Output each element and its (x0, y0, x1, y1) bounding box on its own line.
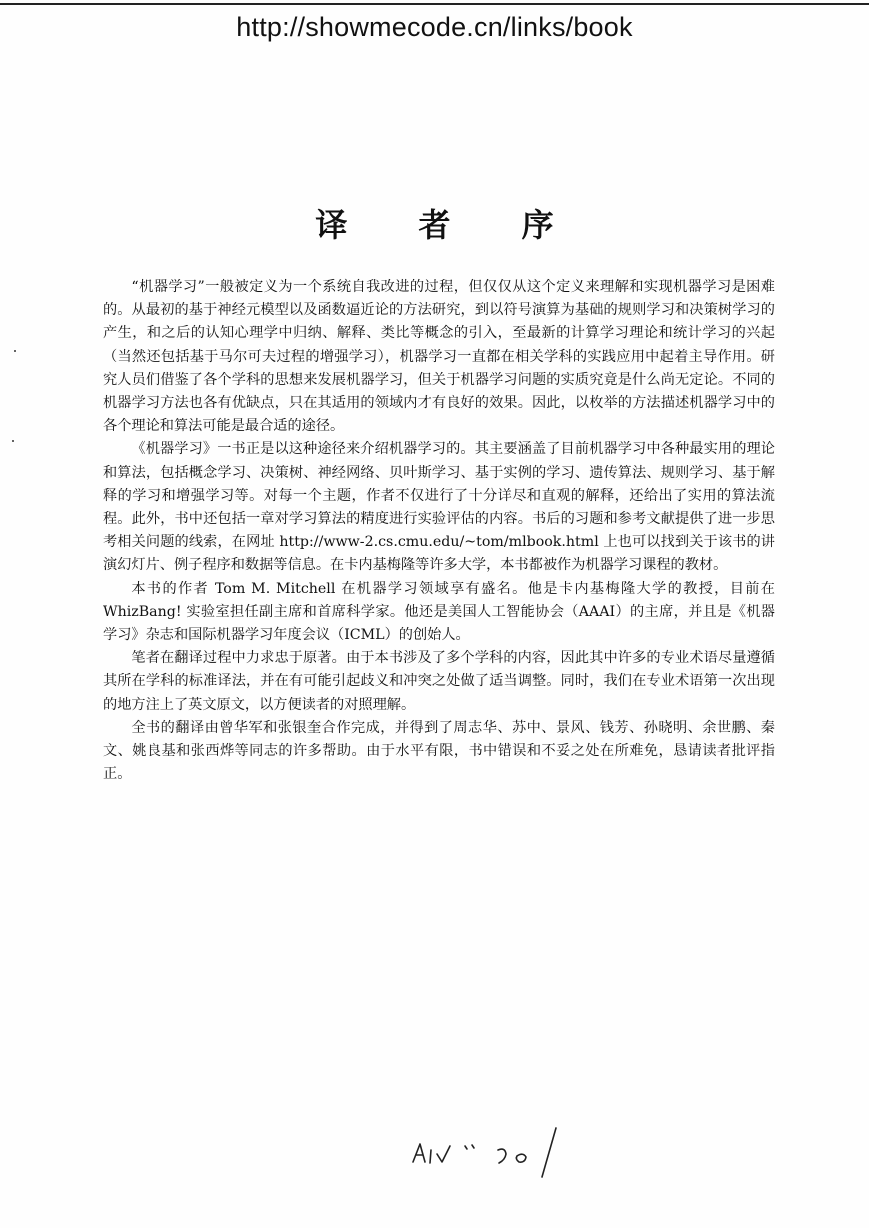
signature-drawing (405, 1122, 585, 1182)
handwritten-signature (405, 1122, 585, 1186)
paragraph-3: 本书的作者 Tom M. Mitchell 在机器学习领域享有盛名。他是卡内基梅隆大学的教授，目前在 WhizBang! 实验室担任副主席和首席科学家。他还是美国人工智能协会（AAAI）的主席，并且是《机器学习》杂志和国际机器学习年度会议（ICML）的创始人。 (103, 580, 775, 644)
paragraph-5: 全书的翻译由曾华军和张银奎合作完成，并得到了周志华、苏中、景风、钱芳、孙晓明、余世鹏、秦文、姚良基和张西烨等同志的许多帮助。由于水平有限，书中错误和不妥之处在所难免，恳请读者批评指正。 (103, 719, 775, 783)
paragraph-4: 笔者在翻译过程中力求忠于原著。由于本书涉及了多个学科的内容，因此其中许多的专业术语尽量遵循其所在学科的标准译法，并在有可能引起歧义和冲突之处做了适当调整。同时，我们在专业术语第一次出现的地方注上了英文原文，以方便读者的对照理解。 (103, 650, 775, 713)
header-url: http://showmecode.cn/links/book (236, 12, 633, 42)
scan-speck (14, 350, 16, 352)
preface-body (103, 276, 775, 786)
scan-speck (12, 440, 14, 442)
paragraph-2: 《机器学习》一书正是以这种途径来介绍机器学习的。其主要涵盖了目前机器学习中各种最实用的理论和算法，包括概念学习、决策树、神经网络、贝叶斯学习、基于实例的学习、遗传算法、规则学习、基于解释的学习和增强学习等。对每一个主题，作者不仅进行了十分详尽和直观的解释，还给出了实用的算法流程。此外，书中还包括一章对学习算法的精度进行实验评估的内容。书后的习题和参考文献提供了进一步思考相关问题的线索，在网址 http://www-2.cs.cmu.edu/~tom/mlbook.html 上也可以找到关于该书的讲演幻灯片、例子程序和数据等信息。在卡内基梅隆等许多大学，本书都被作为机器学习课程的教材。 (103, 441, 775, 574)
page-title: 译 者 序 (315, 206, 584, 244)
paragraph-1: “机器学习”一般被定义为一个系统自我改进的过程，但仅仅从这个定义来理解和实现机器学习是困难的。从最初的基于神经元模型以及函数逼近论的方法研究，到以符号演算为基础的规则学习和决策树学习的产生，和之后的认知心理学中归纳、解释、类比等概念的引入，至最新的计算学习理论和统计学习的兴起（当然还包括基于马尔可夫过程的增强学习），机器学习一直都在相关学科的实践应用中起着主导作用。研究人员们借鉴了各个学科的思想来发展机器学习，但关于机器学习问题的实质究竟是什么尚无定论。不同的机器学习方法也各有优缺点，只在其适用的领域内才有良好的效果。因此，以枚举的方法描述机器学习中的各个理论和算法可能是最合适的途径。 (103, 279, 775, 435)
top-rule (0, 3, 869, 5)
